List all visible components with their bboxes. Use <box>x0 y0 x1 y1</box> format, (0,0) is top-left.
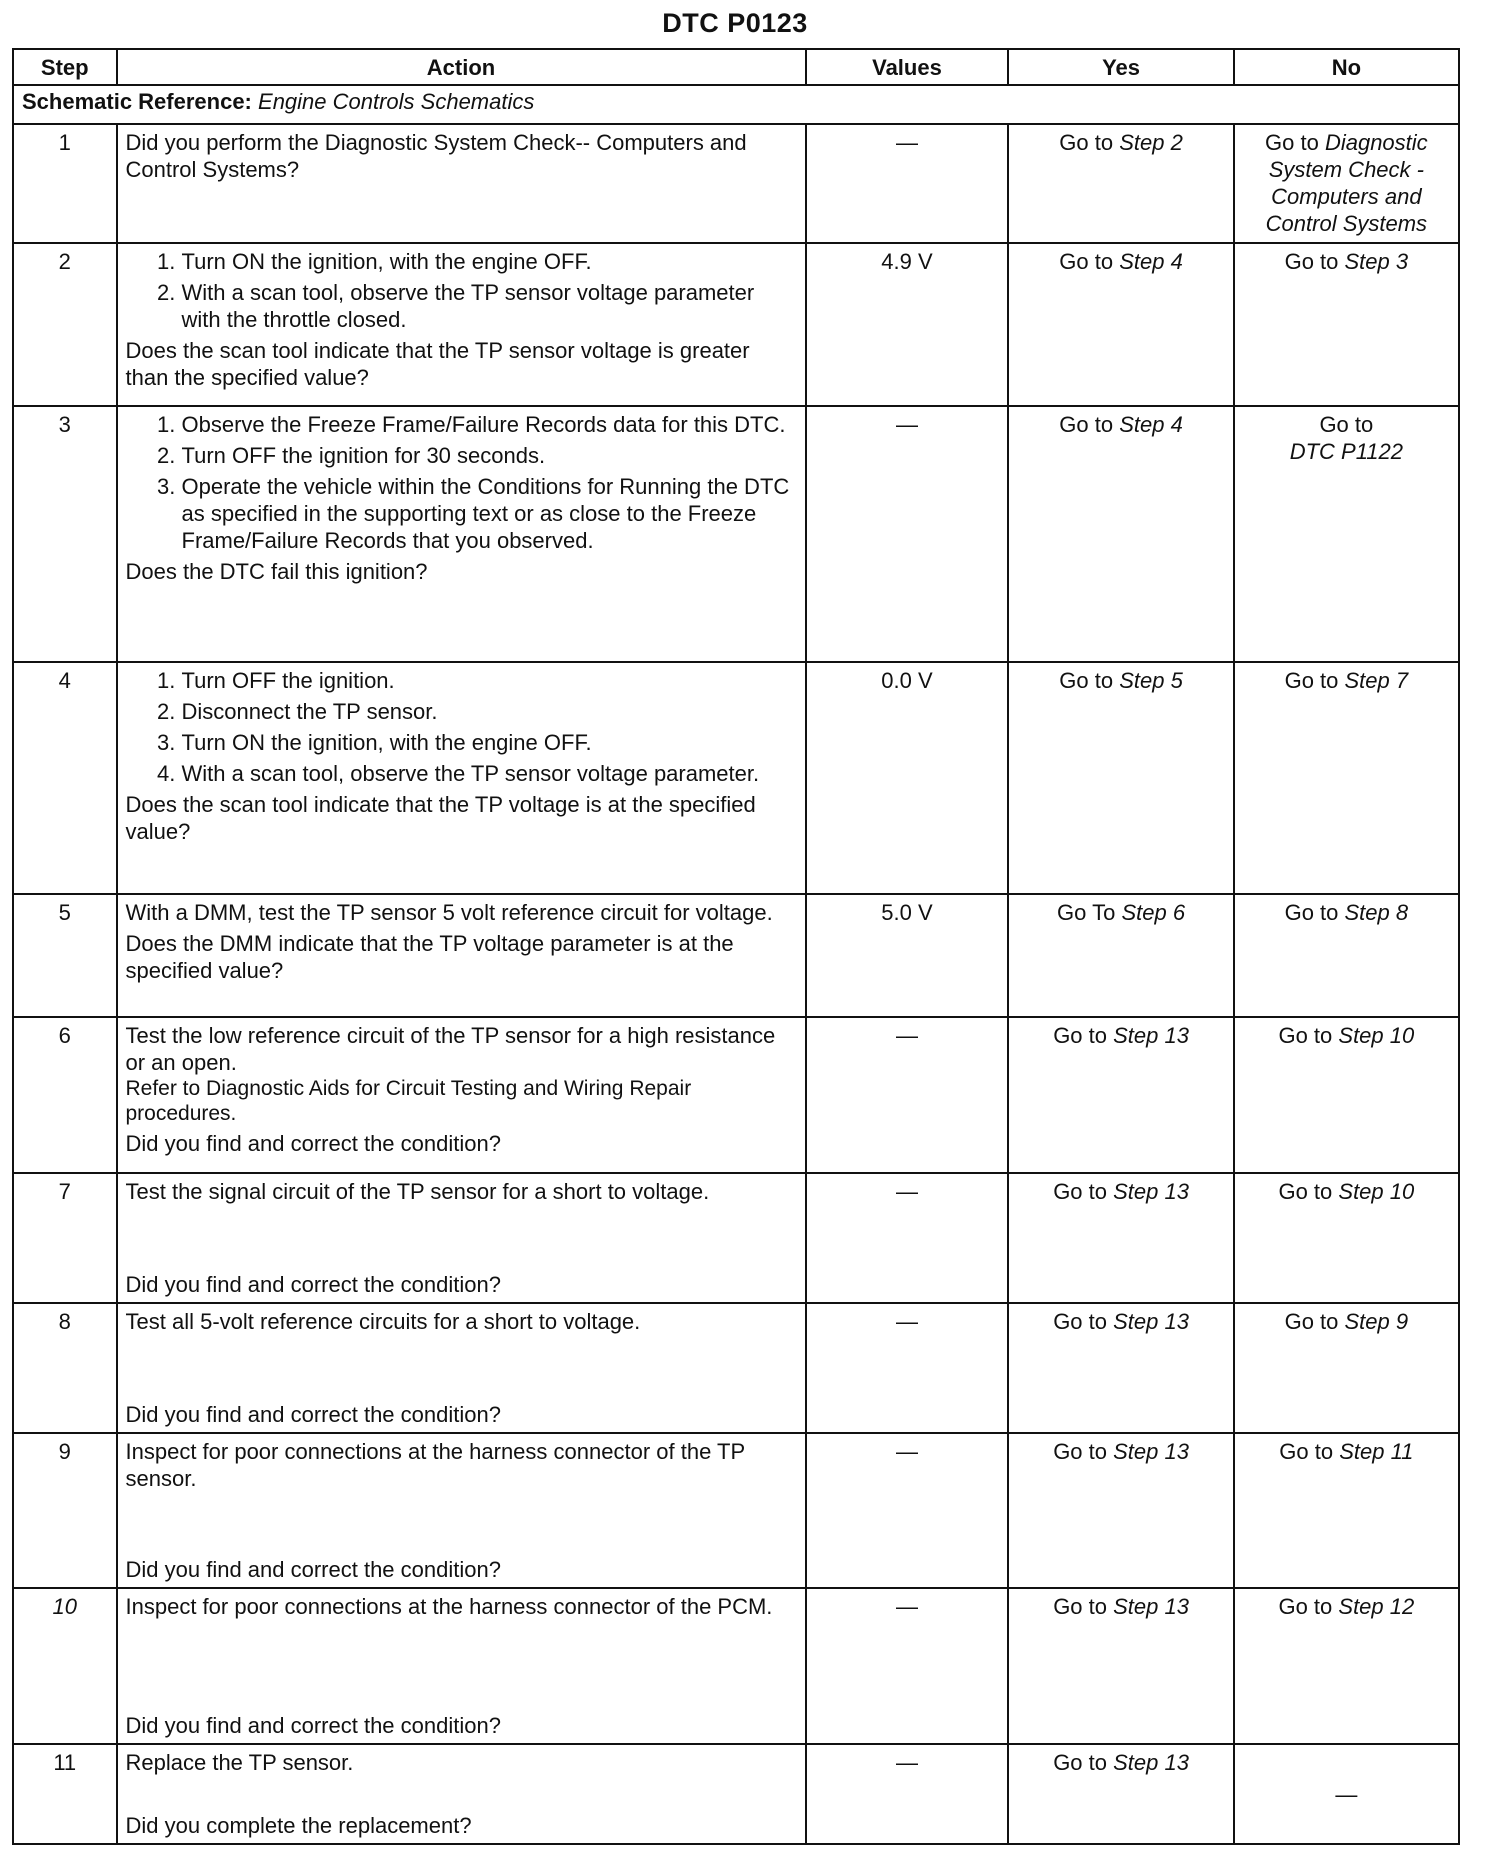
step-number: 11 <box>13 1744 117 1844</box>
step-question: Did you find and correct the condition? <box>125 1402 501 1427</box>
step-row <box>13 894 1459 1017</box>
header-values: Values <box>806 49 1009 85</box>
step-action: Did you perform the Diagnostic System Check-- Computers and Control Systems? <box>117 124 806 243</box>
step-no: Go to Step 10 <box>1234 1173 1459 1303</box>
schematic-value: Engine Controls Schematics <box>258 89 535 114</box>
step-yes: Go to Step 13 <box>1008 1173 1233 1303</box>
step-row <box>13 243 1459 406</box>
diagnostic-table <box>12 48 1460 1845</box>
step-no: Go to Step 3 <box>1234 243 1459 406</box>
step-value: — <box>806 1588 1009 1744</box>
step-no: Go to Step 8 <box>1234 894 1459 1017</box>
step-number: 3 <box>13 406 117 662</box>
step-value: — <box>806 124 1009 243</box>
step-number: 6 <box>13 1017 117 1173</box>
step-yes: Go to Step 13 <box>1008 1433 1233 1588</box>
instruction: 3. Operate the vehicle within the Conditions for Running the DTC as specified in the supporting text or as close to the Freeze Frame/Failure Records that you observed. <box>182 473 797 554</box>
instruction: 4. With a scan tool, observe the TP sensor voltage parameter. <box>182 760 797 787</box>
step-action <box>117 894 806 1017</box>
step-row <box>13 1433 1459 1588</box>
step-yes: Go to Step 13 <box>1008 1588 1233 1744</box>
step-yes: Go to Step 2 <box>1008 124 1233 243</box>
step-row <box>13 1173 1459 1303</box>
step-action <box>117 406 806 662</box>
step-action <box>117 1588 806 1744</box>
step-value: 4.9 V <box>806 243 1009 406</box>
step-action <box>117 1173 806 1303</box>
instruction: 1. Turn ON the ignition, with the engine OFF. <box>182 248 797 275</box>
step-instructions <box>126 667 797 787</box>
step-no: Go to Step 7 <box>1234 662 1459 894</box>
step-value: — <box>806 1744 1009 1844</box>
step-number: 1 <box>13 124 117 243</box>
step-no: Go to DTC P1122 <box>1234 406 1459 662</box>
step-question: Does the scan tool indicate that the TP voltage is at the specified value? <box>125 792 756 844</box>
step-question: Does the scan tool indicate that the TP sensor voltage is greater than the specified value? <box>125 338 750 390</box>
step-row <box>13 1303 1459 1433</box>
step-no: Go to Step 12 <box>1234 1588 1459 1744</box>
step-row <box>13 1017 1459 1173</box>
step-question: Does the DMM indicate that the TP voltage parameter is at the specified value? <box>125 931 734 983</box>
step-value: — <box>806 1303 1009 1433</box>
step-action <box>117 243 806 406</box>
instruction: 1. Turn OFF the ignition. <box>182 667 797 694</box>
step-action-text: Test the low reference circuit of the TP sensor for a high resistance or an open. <box>125 1023 776 1075</box>
step-yes: Go To Step 6 <box>1008 894 1233 1017</box>
step-yes: Go to Step 13 <box>1008 1744 1233 1844</box>
step-question: Did you find and correct the condition? <box>125 1713 501 1738</box>
step-action-text: Replace the TP sensor. <box>125 1750 354 1775</box>
step-number: 7 <box>13 1173 117 1303</box>
step-no: Go to Step 10 <box>1234 1017 1459 1173</box>
header-action: Action <box>117 49 806 85</box>
step-row <box>13 124 1459 243</box>
step-action <box>117 1744 806 1844</box>
header-yes: Yes <box>1008 49 1233 85</box>
document-title: DTC P0123 <box>662 8 808 38</box>
step-yes: Go to Step 4 <box>1008 243 1233 406</box>
step-action-text: Test all 5-volt reference circuits for a short to voltage. <box>125 1309 641 1334</box>
step-question: Did you complete the replacement? <box>125 1813 472 1838</box>
step-row <box>13 662 1459 894</box>
instruction: 1. Observe the Freeze Frame/Failure Records data for this DTC. <box>182 411 797 438</box>
step-question: Did you find and correct the condition? <box>125 1272 501 1297</box>
schematic-label: Schematic Reference: <box>22 89 252 114</box>
instruction: 2. Disconnect the TP sensor. <box>182 698 797 725</box>
step-question: Did you find and correct the condition? <box>125 1131 501 1156</box>
step-number: 4 <box>13 662 117 894</box>
step-question: Did you find and correct the condition? <box>125 1557 501 1582</box>
step-no: Go to Step 11 <box>1234 1433 1459 1588</box>
step-number: 10 <box>13 1588 117 1744</box>
header-step: Step <box>13 49 117 85</box>
step-number: 8 <box>13 1303 117 1433</box>
step-yes: Go to Step 13 <box>1008 1017 1233 1173</box>
step-value: — <box>806 1173 1009 1303</box>
step-action-text: Test the signal circuit of the TP sensor for a short to voltage. <box>125 1179 710 1204</box>
step-value: — <box>806 1017 1009 1173</box>
step-value: — <box>806 406 1009 662</box>
step-value: — <box>806 1433 1009 1588</box>
step-action-text: Inspect for poor connections at the harness connector of the TP sensor. <box>125 1439 745 1491</box>
step-action <box>117 1303 806 1433</box>
step-yes: Go to Step 13 <box>1008 1303 1233 1433</box>
step-action-text: Inspect for poor connections at the harness connector of the PCM. <box>125 1594 773 1619</box>
step-value: 0.0 V <box>806 662 1009 894</box>
step-action <box>117 1017 806 1173</box>
step-action <box>117 662 806 894</box>
step-yes: Go to Step 4 <box>1008 406 1233 662</box>
step-value: 5.0 V <box>806 894 1009 1017</box>
step-instructions <box>126 411 797 554</box>
step-yes: Go to Step 5 <box>1008 662 1233 894</box>
step-instructions <box>126 248 797 333</box>
step-action <box>117 1433 806 1588</box>
step-no: Go to Diagnostic System Check - Computers and Control Systems <box>1234 124 1459 243</box>
step-note: Refer to Diagnostic Aids for Circuit Testing and Wiring Repair procedures. <box>125 1077 692 1125</box>
step-number: 5 <box>13 894 117 1017</box>
step-number: 9 <box>13 1433 117 1588</box>
step-action-text: With a DMM, test the TP sensor 5 volt reference circuit for voltage. <box>125 900 773 925</box>
header-no: No <box>1234 49 1459 85</box>
schematic-reference-row <box>13 85 1459 124</box>
step-number: 2 <box>13 243 117 406</box>
step-row <box>13 1588 1459 1744</box>
step-no: — <box>1234 1744 1459 1844</box>
instruction: 3. Turn ON the ignition, with the engine OFF. <box>182 729 797 756</box>
step-question: Does the DTC fail this ignition? <box>125 559 428 584</box>
step-no: Go to Step 9 <box>1234 1303 1459 1433</box>
instruction: 2. Turn OFF the ignition for 30 seconds. <box>182 442 797 469</box>
header-row <box>13 49 1459 85</box>
instruction: 2. With a scan tool, observe the TP sensor voltage parameter with the throttle closed. <box>182 279 797 333</box>
step-row <box>13 406 1459 662</box>
step-row <box>13 1744 1459 1844</box>
